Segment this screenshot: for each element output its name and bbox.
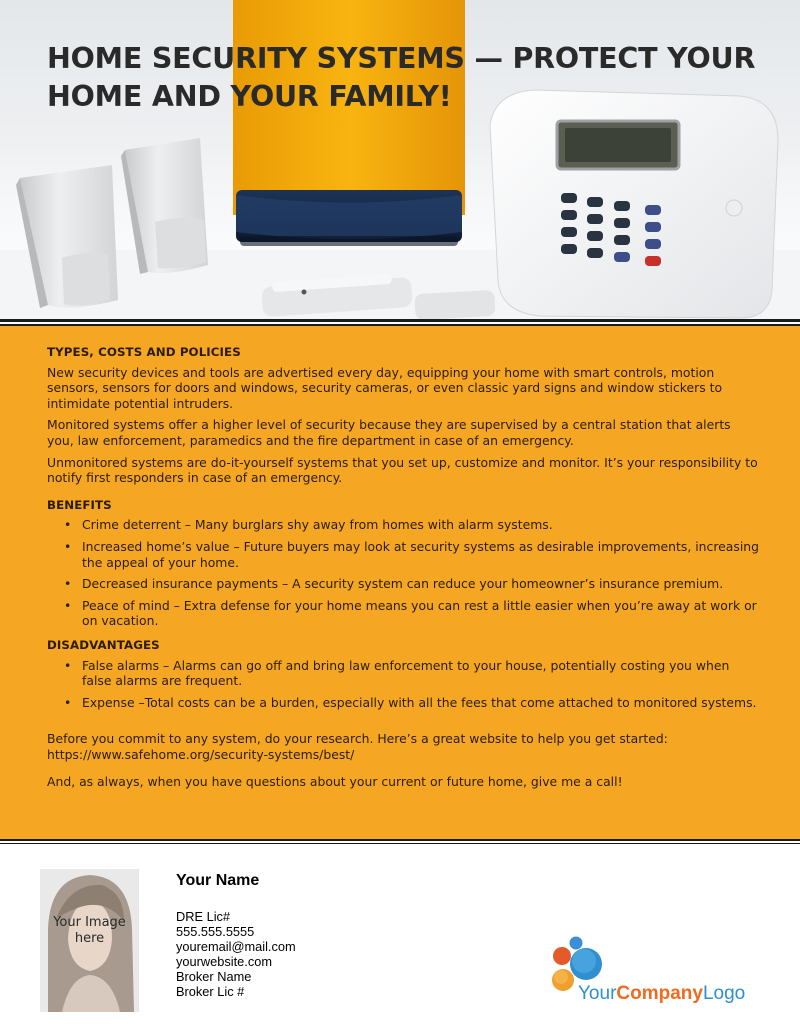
logo-wordmark: YourCompanyLogo — [578, 983, 746, 1004]
divider-top — [0, 319, 800, 322]
license-number: DRE Lic# — [176, 909, 231, 924]
hero-banner — [0, 0, 800, 320]
section-heading-types: TYPES, COSTS AND POLICIES — [47, 345, 241, 359]
broker-license: Broker Lic # — [176, 984, 245, 999]
siren-box — [233, 0, 465, 246]
company-logo — [548, 934, 768, 1014]
page-title: HOME SECURITY SYSTEMS — PROTECT YOUR HOME AND YOUR FAMILY! — [47, 42, 756, 113]
email-address[interactable]: youremail@mail.com — [176, 939, 296, 954]
paragraph: Monitored systems offer a higher level of security because they are supervised by a central station that alerts you, law enforcement, paramedics and the fire department in case of an emergency. — [47, 417, 731, 448]
article-body — [0, 326, 800, 839]
list-item: • Peace of mind – Extra defense for your home means you can rest a little easier when you’re away at work or on vacation. — [47, 598, 759, 629]
section-heading-benefits: BENEFITS — [47, 497, 112, 512]
agent-name: Your Name — [176, 872, 260, 889]
research-paragraph: Before you commit to any system, do your research. Here’s a great website to help you get started: https://www.safehome.org/security-systems/best/ — [47, 731, 668, 762]
list-item: • False alarms – Alarms can go off and bring law enforcement to your house, potentially costing you when false alarms are frequent. — [47, 658, 759, 689]
paragraph: New security devices and tools are advertised every day, equipping your home with smart controls, motion sensors, sensors for doors and windows, security cameras, or even classic yard signs and window stickers to intimidate potential intruders. — [47, 364, 723, 411]
agent-contact-block — [176, 872, 476, 999]
list-item: • Decreased insurance payments – A security system can reduce your homeowner’s insurance premium. — [47, 576, 759, 592]
paragraph: Unmonitored systems are do-it-yourself systems that you set up, customize and monitor. It’s your responsibility to notify first responders in case of an emergency. — [47, 454, 758, 486]
divider-bottom — [0, 839, 800, 841]
benefits-list — [47, 517, 759, 629]
photo-placeholder-text: Your Image here — [53, 915, 126, 946]
agent-details — [176, 909, 296, 999]
section-heading-disadvantages: DISADVANTAGES — [47, 637, 160, 652]
disadvantages-list — [47, 658, 759, 711]
list-item: • Expense –Total costs can be a burden, especially with all the fees that come attached to monitored systems. — [47, 695, 759, 711]
phone-number: 555.555.5555 — [176, 924, 255, 939]
broker-name: Broker Name — [176, 969, 252, 984]
list-item: • Increased home’s value – Future buyers may look at security systems as desirable improvements, increasing the appeal of your home. — [47, 539, 759, 570]
website-url[interactable]: yourwebsite.com — [176, 954, 273, 969]
list-item: • Crime deterrent – Many burglars shy away from homes with alarm systems. — [47, 517, 759, 533]
divider-bottom-thin — [0, 843, 800, 844]
alarm-keypad-panel — [490, 90, 778, 318]
call-paragraph: And, as always, when you have questions about your current or future home, give me a call! — [47, 774, 623, 790]
agent-photo-placeholder — [40, 869, 139, 1012]
